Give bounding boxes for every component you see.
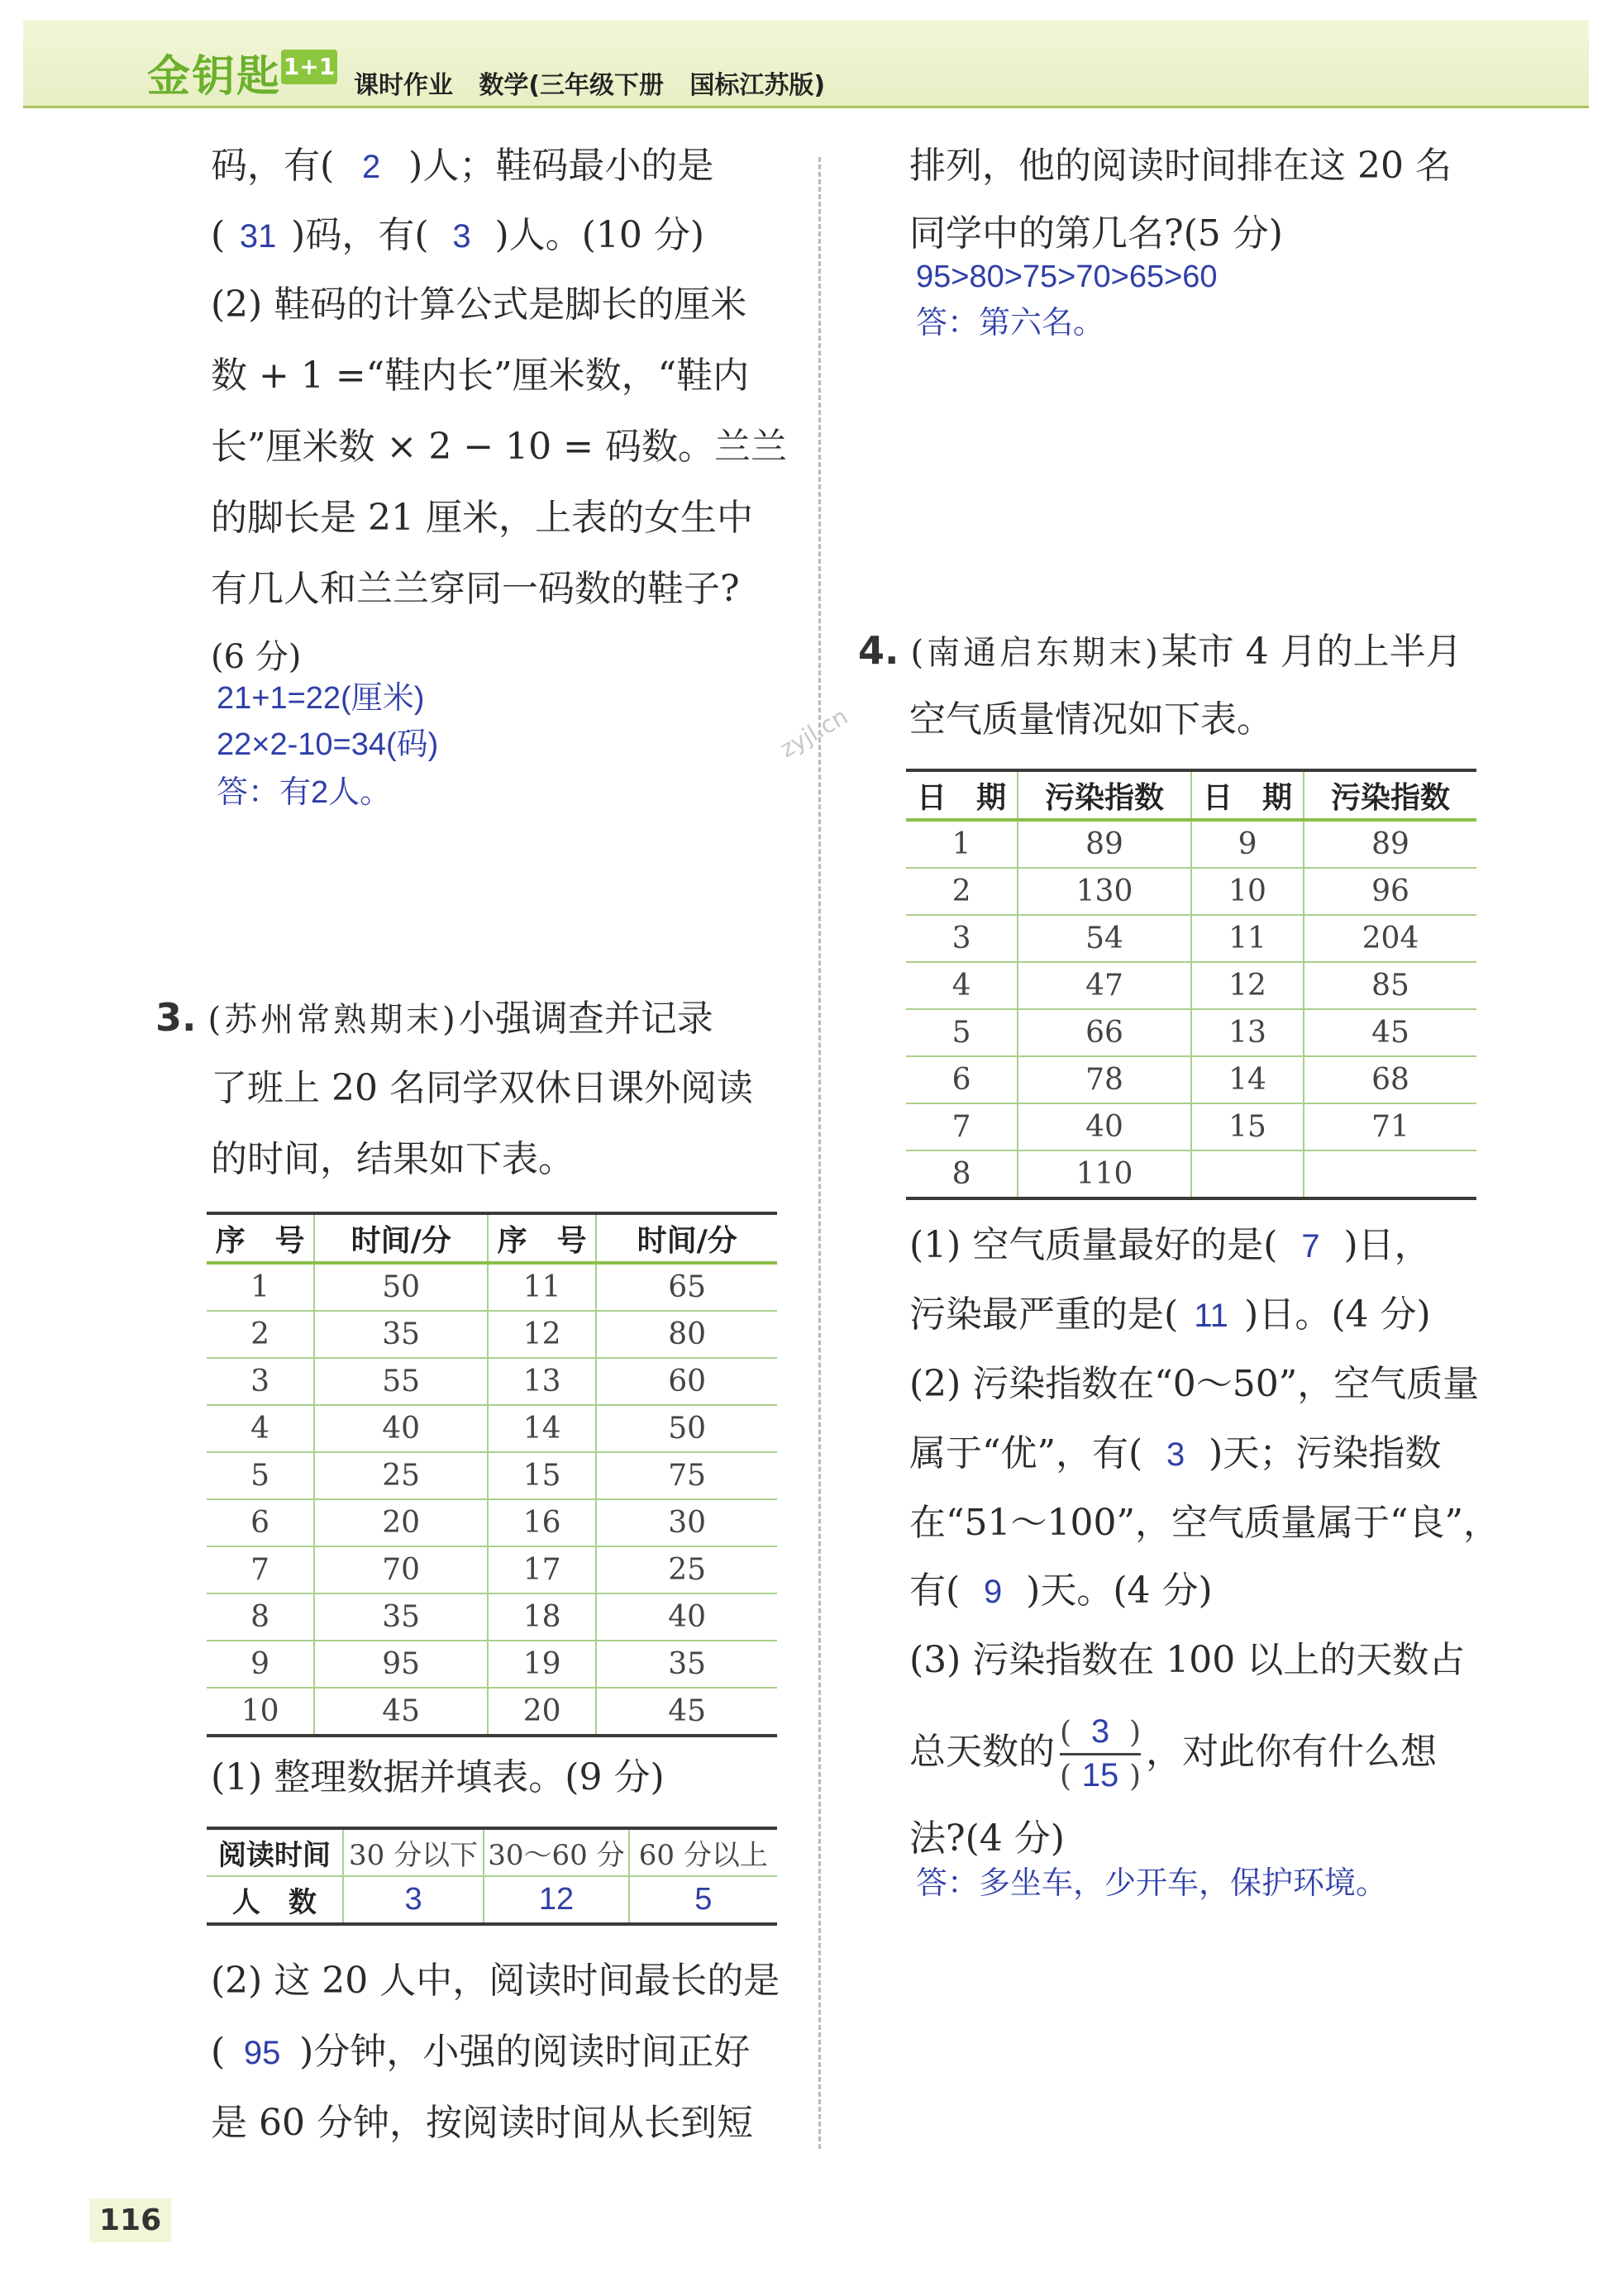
table-row: 8 110 — [906, 1150, 1476, 1198]
handwritten-answer: 95>80>75>70>65>60 — [916, 260, 1218, 294]
brand-logo: 金钥匙 — [147, 52, 282, 102]
q3-number: 3. — [155, 995, 197, 1040]
q2-line2: ( 31 )码，有( 3 )人。(10 分) — [211, 214, 704, 256]
q4-part1-line1: (1) 空气质量最好的是( 7 )日， — [909, 1224, 1431, 1266]
q3-source: (苏州常熟期末) — [207, 1001, 459, 1039]
table-row: 7 40 15 71 — [906, 1103, 1476, 1150]
fraction: $\frac{( 3 )}{( 15 )}$ — [1060, 1713, 1142, 1793]
answer-blank: 31 — [239, 218, 277, 255]
table-row: 阅读时间 30 分以下 30～60 分 60 分以上 — [207, 1828, 777, 1876]
reading-time-table — [207, 1212, 777, 1737]
answer-blank: 7 — [1301, 1228, 1320, 1265]
table-header-row — [207, 1213, 777, 1263]
answer-blank: 95 — [243, 2035, 281, 2071]
table-header: 序 号 — [207, 1213, 314, 1263]
table-row: 3 54 11 204 — [906, 915, 1476, 962]
air-quality-table — [906, 769, 1476, 1200]
q3-part1: (1) 整理数据并填表。(9 分) — [211, 1756, 665, 1798]
q2-part2-line: (2) 鞋码的计算公式是脚长的厘米 — [211, 283, 747, 326]
column-divider — [818, 157, 821, 2149]
table-row: 8 35 18 40 — [207, 1593, 777, 1641]
q4-part1-line2: 污染最严重的是( 11 )日。(4 分) — [909, 1293, 1431, 1336]
q4-part2-line4: 有( 9 )天。(4 分) — [909, 1570, 1213, 1612]
q4-line2: 空气质量情况如下表。 — [909, 698, 1273, 741]
fraction-denominator: 15 — [1081, 1757, 1119, 1793]
table-header: 时间/分 — [596, 1213, 777, 1263]
handwritten-answer: 21+1=22(厘米) — [217, 681, 425, 716]
q4-part2-line3: 在“51～100”，空气质量属于“良”， — [909, 1502, 1500, 1544]
watermark: zyjl.cn — [775, 702, 853, 764]
handwritten-answer: 答：多坐车，少开车，保护环境。 — [916, 1866, 1388, 1901]
q3-cont-line1: 排列，他的阅读时间排在这 20 名 — [909, 145, 1452, 187]
fraction-numerator: 3 — [1090, 1713, 1110, 1750]
table-row: 人 数 3 12 5 — [207, 1876, 777, 1924]
handwritten-answer: 22×2-10=34(码) — [217, 727, 439, 762]
table-row: 2 35 12 80 — [207, 1311, 777, 1358]
brand-badge: 1+1 — [281, 50, 337, 84]
q2-part2-score: (6 分) — [211, 638, 302, 676]
page-number: 116 — [89, 2198, 171, 2242]
q4-number: 4. — [858, 628, 899, 673]
q4-line1: 4. (南通启东期末)某市 4 月的上半月 — [858, 628, 1462, 673]
q3-line2: 了班上 20 名同学双休日课外阅读 — [211, 1067, 753, 1109]
table-row: 4 47 12 85 — [906, 962, 1476, 1009]
table-header: 污染指数 — [1304, 770, 1476, 820]
table-row: 6 78 14 68 — [906, 1056, 1476, 1103]
handwritten-answer: 答：第六名。 — [916, 306, 1105, 341]
q2-part2-line: 长”厘米数 × 2 − 10 = 码数。兰兰 — [211, 426, 787, 468]
q4-part2-line1: (2) 污染指数在“0～50”，空气质量 — [909, 1363, 1480, 1405]
answer-blank: 9 — [984, 1574, 1003, 1610]
table-header: 时间/分 — [314, 1213, 488, 1263]
q3-part2-line1: (2) 这 20 人中，阅读时间最长的是 — [211, 1960, 780, 2002]
q3-line1: 3. (苏州常熟期末)小强调查并记录 — [155, 995, 713, 1040]
table-header: 日 期 — [1191, 770, 1304, 820]
answer-cell: 3 — [343, 1876, 484, 1924]
q3-part2-line2: ( 95 )分钟，小强的阅读时间正好 — [211, 2031, 751, 2073]
table-row: 1 89 9 89 — [906, 820, 1476, 868]
table-row: 5 25 15 75 — [207, 1452, 777, 1499]
q2-part2-line: 的脚长是 21 厘米，上表的女生中 — [211, 497, 753, 539]
q4-part3-line1: (3) 污染指数在 100 以上的天数占 — [909, 1639, 1466, 1681]
handwritten-answer: 答：有2人。 — [217, 775, 392, 810]
q2-part2-line: 数 + 1 =“鞋内长”厘米数，“鞋内 — [211, 355, 750, 397]
answer-blank: 11 — [1194, 1298, 1228, 1334]
answer-blank: 2 — [362, 149, 381, 185]
table-row: 1 50 11 65 — [207, 1263, 777, 1311]
table-header-row — [906, 770, 1476, 820]
summary-table — [207, 1827, 777, 1926]
answer-cell: 12 — [484, 1876, 628, 1924]
q3-cont-line2: 同学中的第几名?(5 分) — [909, 212, 1283, 255]
table-row: 2 130 10 96 — [906, 868, 1476, 915]
q2-line1: 码，有( 2 )人；鞋码最小的是 — [211, 145, 714, 187]
table-row: 10 45 20 45 — [207, 1688, 777, 1736]
table-row: 5 66 13 45 — [906, 1009, 1476, 1056]
q4-source: (南通启东期末) — [910, 634, 1161, 672]
table-header: 序 号 — [488, 1213, 596, 1263]
header-title: 课时作业 数学(三年级下册 国标江苏版) — [354, 71, 826, 100]
q2-part2-line: 有几人和兰兰穿同一码数的鞋子? — [211, 568, 740, 610]
q4-part2-line2: 属于“优”，有( 3 )天；污染指数 — [909, 1432, 1442, 1474]
table-row: 3 55 13 60 — [207, 1358, 777, 1405]
q4-part3-line3: 法?(4 分) — [909, 1817, 1065, 1860]
table-row: 6 20 16 30 — [207, 1499, 777, 1546]
table-row: 4 40 14 50 — [207, 1405, 777, 1452]
answer-blank: 3 — [1166, 1436, 1185, 1473]
table-row: 7 70 17 25 — [207, 1546, 777, 1593]
table-header: 污染指数 — [1018, 770, 1191, 820]
q4-part3-line2: 总天数的 $\frac{( 3 )}{( 15 )}$ ，对此你有什么想 — [909, 1713, 1438, 1793]
answer-cell: 5 — [629, 1876, 777, 1924]
table-header: 日 期 — [906, 770, 1018, 820]
q3-line3: 的时间，结果如下表。 — [211, 1138, 575, 1180]
answer-blank: 3 — [452, 218, 471, 255]
q3-part2-line3: 是 60 分钟，按阅读时间从长到短 — [211, 2102, 753, 2144]
table-row: 9 95 19 35 — [207, 1641, 777, 1688]
